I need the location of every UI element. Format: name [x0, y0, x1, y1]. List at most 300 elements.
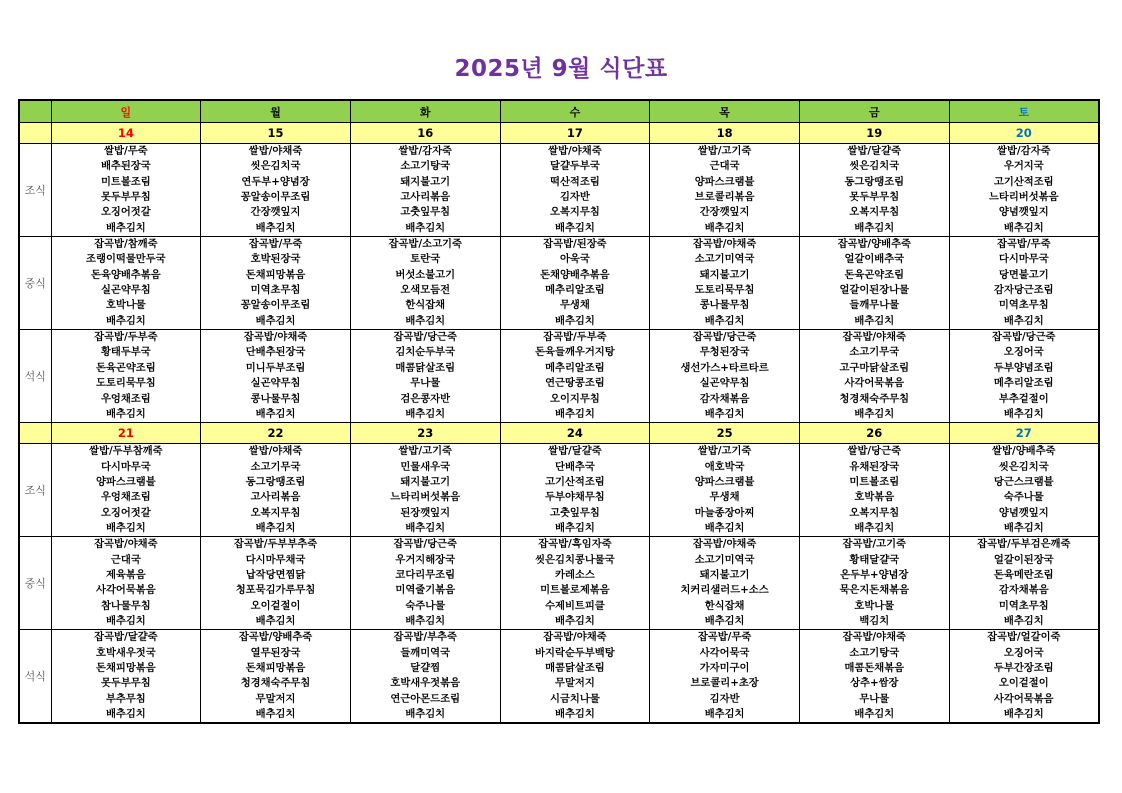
menu-item: 소고기무국	[849, 346, 900, 359]
date-cell: 16	[350, 123, 500, 144]
menu-item: 다시마무국	[998, 253, 1049, 266]
menu-item: 잡곡밥/참깨죽	[94, 238, 158, 251]
menu-item: 잡곡밥/당근죽	[692, 331, 757, 344]
menu-item: 꽁알송이무조림	[240, 191, 311, 204]
menu-item: 아욱국	[559, 253, 590, 266]
menu-item: 호박새우젓국	[96, 646, 156, 659]
menu-item: 미트볼로제볶음	[540, 584, 610, 597]
menu-item: 다시마무채국	[245, 553, 306, 566]
date-row-corner	[19, 423, 51, 444]
menu-cell	[201, 444, 351, 537]
menu-item: 쌀밥/양배추죽	[992, 445, 1056, 458]
menu-item: 돈채피망볶음	[245, 268, 306, 281]
menu-item: 메추리알조림	[993, 377, 1054, 390]
date-cell: 14	[51, 123, 201, 144]
menu-item: 호박나물	[854, 599, 895, 612]
menu-item: 오이지무침	[550, 392, 600, 405]
meal-row	[19, 630, 1099, 724]
menu-item: 잡곡밥/야채죽	[692, 538, 757, 551]
menu-item: 배추김치	[704, 407, 745, 420]
menu-item: 묵은지돈채볶음	[839, 584, 910, 597]
menu-item: 민물새우국	[400, 460, 451, 473]
menu-item: 감자채볶음	[998, 584, 1049, 597]
menu-cell	[201, 630, 351, 724]
menu-item: 미역초무침	[250, 284, 301, 297]
menu-item: 연근땅콩조림	[545, 377, 605, 390]
menu-cell	[51, 237, 201, 330]
menu-item: 유채된장국	[849, 460, 900, 473]
menu-item: 달걀두부국	[550, 160, 600, 173]
menu-item: 고기산적조림	[993, 175, 1054, 188]
meal-row	[19, 537, 1099, 630]
menu-item: 근대국	[709, 160, 740, 173]
weekday-header: 목	[650, 100, 800, 123]
menu-item: 돼지불고기	[400, 475, 451, 488]
menu-item: 미역초무침	[998, 299, 1049, 312]
menu-cell	[500, 237, 650, 330]
menu-item: 잡곡밥/고기죽	[842, 538, 906, 551]
menu-item: 얼갈이된장나물	[839, 284, 910, 297]
menu-item: 단배추국	[555, 460, 595, 473]
menu-item: 잡곡밥/된장죽	[543, 238, 607, 251]
menu-item: 양념깻잎지	[998, 206, 1049, 219]
menu-item: 잡곡밥/두부검은깨죽	[977, 538, 1071, 551]
date-row-corner	[19, 123, 51, 144]
menu-item: 사각어묵볶음	[96, 584, 156, 597]
menu-item: 느타리버섯볶음	[988, 191, 1059, 204]
menu-item: 무청된장국	[699, 346, 750, 359]
meal-plan-table	[18, 99, 1100, 724]
menu-item: 동그랑땡조림	[844, 175, 905, 188]
weekday-header: 금	[799, 100, 949, 123]
menu-item: 우거지국	[1003, 160, 1044, 173]
menu-item: 카레소스	[555, 568, 595, 581]
menu-item: 잡곡밥/야채죽	[842, 331, 906, 344]
date-cell: 23	[350, 423, 500, 444]
menu-item: 코다리무조림	[395, 568, 456, 581]
menu-item: 쌀밥/고기죽	[398, 445, 452, 458]
menu-item: 배추김치	[704, 521, 745, 534]
menu-cell	[350, 630, 500, 724]
menu-cell	[201, 144, 351, 237]
menu-item: 돈육곤약조림	[96, 361, 156, 374]
menu-item: 동그랑땡조림	[245, 475, 306, 488]
menu-item: 열무된장국	[250, 646, 301, 659]
menu-item: 오복지무침	[250, 506, 301, 519]
menu-item: 배추김치	[555, 614, 595, 627]
weekday-header: 토	[949, 100, 1099, 123]
date-cell: 18	[650, 123, 800, 144]
menu-item: 우거지해장국	[395, 553, 456, 566]
menu-item: 참나물무침	[100, 599, 151, 612]
menu-item: 고춧잎무침	[400, 206, 451, 219]
menu-cell	[51, 144, 201, 237]
menu-item: 잡곡밥/야채죽	[94, 538, 158, 551]
menu-item: 잡곡밥/두부부추죽	[233, 538, 318, 551]
menu-item: 잡곡밥/부추죽	[393, 631, 457, 644]
menu-item: 오징어국	[1003, 646, 1044, 659]
menu-item: 잡곡밥/양배추죽	[238, 631, 313, 644]
date-cell: 24	[500, 423, 650, 444]
menu-item: 단배추된장국	[245, 346, 306, 359]
menu-item: 사각어묵볶음	[844, 377, 905, 390]
menu-item: 청경채숙주무침	[240, 677, 311, 690]
menu-item: 잡곡밥/야채죽	[842, 631, 906, 644]
menu-cell	[201, 237, 351, 330]
menu-item: 쌀밥/두부참깨죽	[89, 445, 163, 458]
menu-cell	[500, 330, 650, 423]
menu-item: 오복지무침	[849, 206, 900, 219]
menu-cell	[949, 330, 1099, 423]
menu-item: 배추김치	[405, 407, 446, 420]
menu-item: 근대국	[110, 553, 141, 566]
menu-item: 씻은김치콩나물국	[535, 553, 615, 566]
menu-item: 오징어젓갈	[100, 206, 151, 219]
meal-label: 중식	[19, 237, 51, 330]
menu-item: 배추김치	[255, 521, 296, 534]
menu-item: 배추김치	[105, 407, 146, 420]
menu-item: 애호박국	[704, 460, 745, 473]
menu-item: 두부양념조림	[993, 361, 1054, 374]
menu-item: 잡곡밥/소고기죽	[388, 238, 462, 251]
menu-item: 부추무침	[105, 692, 146, 705]
meal-label: 석식	[19, 630, 51, 724]
date-cell: 15	[201, 123, 351, 144]
menu-item: 양파스크램블	[694, 475, 755, 488]
menu-cell	[201, 330, 351, 423]
menu-cell	[949, 444, 1099, 537]
menu-cell	[650, 630, 800, 724]
menu-item: 치커리샐러드+소스	[680, 584, 769, 597]
menu-item: 쌀밥/감자죽	[398, 145, 452, 157]
menu-item: 고사리볶음	[400, 191, 451, 204]
menu-item: 사각어묵국	[699, 646, 750, 659]
menu-item: 수제비트피클	[545, 599, 605, 612]
menu-item: 검은콩자반	[400, 392, 451, 405]
menu-item: 배추김치	[105, 521, 146, 534]
menu-item: 돈채양배추볶음	[540, 268, 610, 281]
menu-item: 오이겉절이	[250, 599, 301, 612]
date-cell: 21	[51, 423, 201, 444]
menu-item: 콩나물무침	[250, 392, 301, 405]
menu-item: 브로콜리볶음	[694, 191, 755, 204]
menu-item: 잡곡밥/양배추죽	[837, 238, 911, 251]
meal-row	[19, 444, 1099, 537]
date-cell: 19	[799, 123, 949, 144]
menu-item: 메추리알조림	[545, 284, 605, 297]
menu-item: 배추김치	[854, 708, 895, 721]
menu-cell	[51, 330, 201, 423]
menu-item: 돈육메란조림	[993, 568, 1054, 581]
menu-item: 느타리버섯볶음	[390, 491, 461, 504]
menu-item: 상추+쌈장	[850, 677, 899, 690]
menu-cell	[650, 144, 800, 237]
menu-item: 생선가스+타르타르	[680, 361, 769, 374]
weekday-header: 월	[201, 100, 351, 123]
menu-item: 한식잡채	[405, 299, 446, 312]
menu-cell	[51, 537, 201, 630]
menu-item: 다시마무국	[100, 460, 151, 473]
menu-item: 잡곡밥/얼갈이죽	[987, 631, 1061, 644]
menu-item: 잡곡밥/야채죽	[692, 238, 757, 251]
menu-item: 잡곡밥/당근죽	[393, 538, 457, 551]
header-corner	[19, 100, 51, 123]
menu-item: 소고기탕국	[849, 646, 900, 659]
menu-item: 쌀밥/야채죽	[248, 445, 303, 458]
menu-item: 배추김치	[405, 521, 446, 534]
menu-item: 들깨무나물	[849, 299, 900, 312]
menu-item: 실곤약무침	[250, 377, 301, 390]
menu-item: 쌀밥/달걀죽	[847, 145, 902, 157]
menu-item: 배추김치	[105, 614, 146, 627]
menu-item: 무나물	[410, 377, 441, 390]
menu-item: 돈채피망볶음	[245, 662, 306, 674]
menu-item: 쌀밥/달걀죽	[548, 445, 602, 458]
menu-item: 소고기무국	[250, 460, 301, 473]
menu-cell	[799, 144, 949, 237]
menu-item: 소고기탕국	[400, 160, 451, 173]
menu-cell	[350, 444, 500, 537]
menu-item: 호박볶음	[854, 491, 895, 504]
menu-cell	[799, 444, 949, 537]
menu-item: 들깨미역국	[400, 646, 451, 659]
menu-item: 씻은김치국	[250, 160, 301, 173]
menu-item: 무말저지	[255, 692, 296, 705]
menu-item: 못두부무침	[100, 677, 151, 690]
menu-item: 잡곡밥/무죽	[697, 631, 752, 644]
date-cell: 20	[949, 123, 1099, 144]
menu-item: 배추김치	[704, 614, 745, 627]
menu-item: 양파스크램블	[694, 175, 755, 188]
menu-item: 배추김치	[105, 221, 146, 234]
meal-row	[19, 237, 1099, 330]
menu-item: 배추김치	[105, 708, 146, 721]
menu-item: 김자반	[559, 191, 590, 204]
menu-item: 잡곡밥/흑임자죽	[538, 538, 612, 551]
menu-item: 고구마닭살조림	[839, 361, 910, 374]
menu-item: 쌀밥/감자죽	[997, 145, 1051, 157]
menu-item: 배추김치	[854, 521, 895, 534]
date-cell: 25	[650, 423, 800, 444]
menu-item: 돈육들깨우거지탕	[535, 346, 615, 359]
menu-item: 잡곡밥/달걀죽	[94, 631, 158, 644]
menu-item: 오징어젓갈	[100, 506, 151, 519]
menu-item: 우엉채조림	[100, 491, 151, 504]
menu-item: 달걀찜	[410, 662, 441, 674]
menu-cell	[949, 237, 1099, 330]
menu-item: 잡곡밥/두부죽	[94, 331, 158, 344]
menu-item: 무생채	[559, 299, 590, 312]
date-cell: 26	[799, 423, 949, 444]
menu-item: 매콤돈채볶음	[844, 662, 905, 674]
menu-item: 배추김치	[255, 221, 296, 234]
menu-item: 돼지불고기	[699, 268, 750, 281]
menu-item: 배추김치	[704, 708, 745, 721]
menu-item: 배추김치	[854, 314, 895, 327]
date-cell: 17	[500, 123, 650, 144]
weekday-header: 화	[350, 100, 500, 123]
menu-item: 얼갈이된장국	[993, 553, 1054, 566]
menu-cell	[650, 537, 800, 630]
menu-item: 배추김치	[555, 221, 595, 234]
menu-item: 돈채피망볶음	[96, 662, 156, 674]
menu-item: 부추겉절이	[998, 392, 1049, 405]
menu-item: 잡곡밥/무죽	[997, 238, 1051, 251]
menu-item: 고기산적조림	[545, 475, 605, 488]
menu-item: 바지락순두부백탕	[535, 646, 615, 659]
meal-label: 조식	[19, 144, 51, 237]
menu-item: 온두부+양념장	[840, 568, 909, 581]
menu-item: 씻은김치국	[849, 160, 900, 173]
menu-item: 배추김치	[1003, 314, 1044, 327]
menu-item: 마늘종장아찌	[694, 506, 755, 519]
menu-item: 쌀밥/당근죽	[847, 445, 902, 458]
menu-item: 무나물	[859, 692, 890, 705]
meal-label: 조식	[19, 444, 51, 537]
menu-item: 우엉채조림	[100, 392, 151, 405]
menu-item: 호박나물	[105, 299, 146, 312]
menu-item: 배추김치	[255, 614, 296, 627]
menu-item: 황태달걀국	[849, 553, 900, 566]
menu-item: 오복지무침	[849, 506, 900, 519]
menu-item: 두부간장조림	[993, 662, 1054, 674]
menu-item: 고춧잎무침	[550, 506, 600, 519]
menu-item: 쌀밥/고기죽	[697, 445, 752, 458]
menu-item: 배추김치	[1003, 614, 1044, 627]
menu-item: 연근아몬드조림	[390, 692, 461, 705]
menu-item: 된장깻잎지	[400, 506, 451, 519]
menu-item: 잡곡밥/두부죽	[543, 331, 607, 344]
menu-cell	[350, 537, 500, 630]
menu-item: 제육볶음	[105, 568, 146, 581]
menu-item: 시금치나물	[550, 692, 600, 705]
menu-item: 미트볼조림	[100, 175, 151, 188]
menu-item: 못두부무침	[100, 191, 151, 204]
menu-item: 김치순두부국	[395, 346, 456, 359]
menu-item: 간장깻잎지	[699, 206, 750, 219]
menu-item: 배추김치	[854, 407, 895, 420]
menu-item: 배추김치	[255, 407, 296, 420]
menu-item: 오징어국	[1003, 346, 1044, 359]
menu-item: 호박된장국	[250, 253, 301, 266]
date-cell: 22	[201, 423, 351, 444]
menu-item: 잡곡밥/당근죽	[393, 331, 457, 344]
menu-cell	[650, 330, 800, 423]
menu-item: 배추김치	[105, 314, 146, 327]
date-cell: 27	[949, 423, 1099, 444]
menu-item: 무생채	[709, 491, 740, 504]
menu-item: 배추김치	[704, 221, 745, 234]
menu-cell	[949, 630, 1099, 724]
menu-item: 숙주나물	[405, 599, 446, 612]
page-title: 2025년 9월 식단표	[454, 56, 668, 82]
menu-item: 쌀밥/고기죽	[697, 145, 752, 157]
menu-item: 돈육곤약조림	[844, 268, 905, 281]
menu-item: 꽁알송이무조림	[240, 299, 311, 312]
menu-item: 양념깻잎지	[998, 506, 1049, 519]
menu-item: 미니두부조림	[245, 361, 306, 374]
menu-item: 배추김치	[1003, 407, 1044, 420]
menu-item: 청포묵김가루무침	[235, 584, 316, 597]
menu-cell	[799, 237, 949, 330]
menu-cell	[350, 237, 500, 330]
meal-label: 중식	[19, 537, 51, 630]
menu-item: 매콤닭살조림	[395, 361, 456, 374]
menu-item: 잡곡밥/무죽	[248, 238, 303, 251]
menu-item: 배추김치	[255, 708, 296, 721]
menu-item: 실곤약무침	[100, 284, 151, 297]
menu-cell	[799, 330, 949, 423]
menu-item: 배추김치	[255, 314, 296, 327]
menu-item: 배추김치	[1003, 708, 1044, 721]
menu-cell	[650, 237, 800, 330]
menu-cell	[799, 630, 949, 724]
menu-item: 가자미구이	[699, 662, 750, 674]
menu-item: 배추김치	[1003, 521, 1044, 534]
menu-item: 도토리묵무침	[96, 377, 156, 390]
menu-item: 배추김치	[405, 614, 446, 627]
menu-item: 백김치	[859, 614, 890, 627]
menu-item: 잡곡밥/야채죽	[243, 331, 308, 344]
menu-item: 메추리알조림	[545, 361, 605, 374]
menu-item: 오이겉절이	[998, 677, 1049, 690]
menu-item: 실곤약무침	[699, 377, 750, 390]
menu-item: 감자당근조림	[993, 284, 1054, 297]
menu-cell	[949, 144, 1099, 237]
menu-item: 무말저지	[555, 677, 595, 690]
menu-item: 김자반	[709, 692, 740, 705]
menu-item: 쌀밥/무죽	[104, 145, 148, 157]
menu-item: 연두부+양념장	[241, 175, 310, 188]
menu-cell	[799, 537, 949, 630]
menu-item: 떡산적조림	[550, 175, 600, 188]
menu-item: 버섯소불고기	[395, 268, 456, 281]
menu-item: 호박새우젓볶음	[390, 677, 461, 690]
menu-item: 당면불고기	[998, 268, 1049, 281]
menu-item: 쌀밥/야채죽	[548, 145, 602, 157]
menu-item: 씻은김치국	[998, 460, 1049, 473]
menu-item: 쌀밥/야채죽	[248, 145, 303, 157]
menu-item: 미트볼조림	[849, 475, 900, 488]
menu-item: 잡곡밥/당근죽	[992, 331, 1056, 344]
menu-cell	[500, 444, 650, 537]
menu-cell	[350, 330, 500, 423]
menu-item: 사각어묵볶음	[993, 692, 1054, 705]
menu-cell	[500, 537, 650, 630]
meal-label: 석식	[19, 330, 51, 423]
menu-item: 오색모듬전	[400, 284, 451, 297]
menu-item: 매콤닭살조림	[545, 662, 605, 674]
menu-cell	[949, 537, 1099, 630]
menu-item: 배추된장국	[100, 160, 151, 173]
menu-item: 배추김치	[555, 407, 595, 420]
weekday-header: 일	[51, 100, 201, 123]
menu-item: 돼지불고기	[400, 175, 451, 188]
menu-item: 배추김치	[555, 521, 595, 534]
menu-item: 도토리묵무침	[694, 284, 755, 297]
menu-cell	[51, 630, 201, 724]
menu-item: 납작당면찜닭	[245, 568, 306, 581]
menu-item: 당근스크램블	[993, 475, 1054, 488]
menu-item: 돼지불고기	[699, 568, 750, 581]
menu-item: 조랭이떡물만두국	[86, 253, 166, 266]
meal-row	[19, 330, 1099, 423]
menu-item: 미역줄기볶음	[395, 584, 456, 597]
menu-cell	[500, 144, 650, 237]
menu-item: 소고기미역국	[694, 253, 755, 266]
menu-item: 배추김치	[405, 314, 446, 327]
menu-item: 배추김치	[1003, 221, 1044, 234]
